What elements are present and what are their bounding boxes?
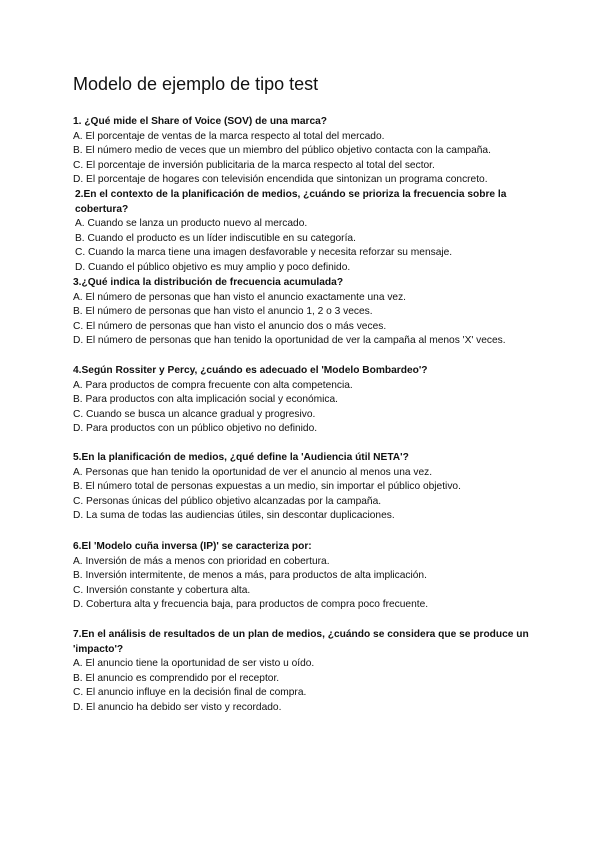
question-3 <box>73 276 535 349</box>
option-c: C. El porcentaje de inversión publicitaria de la marca respecto al total del sector. <box>73 159 435 171</box>
option-b: B. Inversión intermitente, de menos a más, para productos de alta implicación. <box>73 570 427 582</box>
question-text: 3.¿Qué indica la distribución de frecuencia acumulada? <box>73 277 344 288</box>
option-d: D. El anuncio ha debido ser visto y recordado. <box>73 701 282 713</box>
option-d: D. La suma de todas las audiencias útiles, sin descontar duplicaciones. <box>73 510 395 522</box>
document-title: Modelo de ejemplo de tipo test <box>73 74 319 94</box>
option-d: D. El número de personas que han tenido la oportunidad de ver la campaña al menos 'X' veces. <box>73 335 506 347</box>
option-a: A. Personas que han tenido la oportunidad de ver el anuncio al menos una vez. <box>73 466 433 478</box>
question-text: 7.En el análisis de resultados de un plan de medios, ¿cuándo se considera que se produce un 'impacto'? <box>73 629 529 655</box>
question-text: 6.El 'Modelo cuña inversa (IP)' se caracteriza por: <box>73 541 312 552</box>
option-c: C. El número de personas que han visto el anuncio dos o más veces. <box>73 320 387 332</box>
option-b: B. El número medio de veces que un miembro del público objetivo contacta con la campaña. <box>73 145 491 157</box>
option-c: C. Inversión constante y cobertura alta. <box>73 584 251 596</box>
option-d: D. Cuando el público objetivo es muy amplio y poco definido. <box>75 261 351 273</box>
question-text: 4.Según Rossiter y Percy, ¿cuándo es adecuado el 'Modelo Bombardeo'? <box>73 365 428 376</box>
option-c: C. El anuncio influye en la decisión final de compra. <box>73 687 307 699</box>
option-d: D. Para productos con un público objetivo no definido. <box>73 423 318 435</box>
question-text: 2.En el contexto de la planificación de medios, ¿cuándo se prioriza la frecuencia sobre la cobertura? <box>75 189 507 215</box>
option-a: A. Para productos de compra frecuente con alta competencia. <box>73 379 353 391</box>
option-d: D. El porcentaje de hogares con televisión encendida que sintonizan un programa concreto. <box>73 174 488 186</box>
option-b: B. El anuncio es comprendido por el receptor. <box>73 672 280 684</box>
question-4 <box>73 364 535 437</box>
option-b: B. El número total de personas expuestas a un medio, sin importar el público objetivo. <box>73 481 461 493</box>
option-a: A. El anuncio tiene la oportunidad de ser visto u oído. <box>73 658 315 670</box>
option-a: A. Cuando se lanza un producto nuevo al mercado. <box>75 218 308 230</box>
question-7 <box>73 628 535 716</box>
question-text: 1. ¿Qué mide el Share of Voice (SOV) de una marca? <box>73 116 328 127</box>
question-6 <box>73 540 535 613</box>
option-c: C. Personas únicas del público objetivo alcanzadas por la campaña. <box>73 495 382 507</box>
option-d: D. Cobertura alta y frecuencia baja, para productos de compra poco frecuente. <box>73 599 429 611</box>
question-text: 5.En la planificación de medios, ¿qué define la 'Audiencia útil NETA'? <box>73 452 409 463</box>
option-a: A. El porcentaje de ventas de la marca respecto al total del mercado. <box>73 130 385 142</box>
option-b: B. Para productos con alta implicación social y económica. <box>73 394 339 406</box>
option-c: C. Cuando la marca tiene una imagen desfavorable y necesita reforzar su mensaje. <box>75 247 453 259</box>
option-a: A. Inversión de más a menos con prioridad en cobertura. <box>73 555 330 567</box>
option-c: C. Cuando se busca un alcance gradual y progresivo. <box>73 408 316 420</box>
option-b: B. El número de personas que han visto el anuncio 1, 2 o 3 veces. <box>73 306 373 318</box>
question-2 <box>75 188 537 276</box>
option-a: A. El número de personas que han visto el anuncio exactamente una vez. <box>73 291 406 303</box>
option-b: B. Cuando el producto es un líder indiscutible en su categoría. <box>75 232 356 244</box>
question-1 <box>73 115 535 188</box>
question-5 <box>73 451 535 524</box>
